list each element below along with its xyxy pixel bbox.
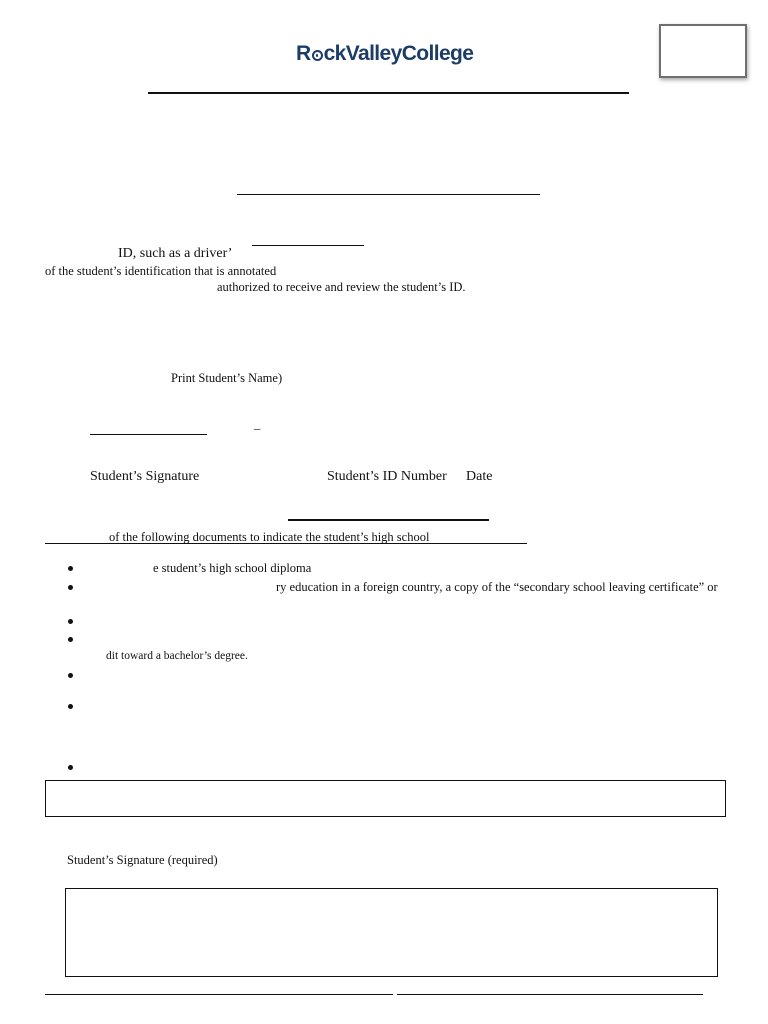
dash-mark: _ (254, 417, 261, 431)
bullet-1 (68, 566, 73, 571)
bullet-7 (68, 765, 73, 770)
bottom-line-right (397, 994, 703, 995)
bullet-5 (68, 673, 73, 678)
id-text-line-3: authorized to receive and review the student’s ID. (217, 280, 466, 294)
id-number-label: Student’s ID Number (327, 469, 447, 484)
id-text-line-1: ID, such as a driver’ (118, 246, 233, 261)
section-heading-underline (288, 519, 489, 521)
bottom-line-left (45, 994, 393, 995)
signature-line (90, 434, 207, 435)
notice-box (45, 780, 726, 817)
bullet-3 (68, 619, 73, 624)
bullet-1-text: e student’s high school diploma (153, 561, 312, 575)
id-type-underline (252, 245, 364, 246)
logo-prefix: R (296, 42, 311, 65)
signature-box[interactable] (65, 888, 718, 977)
logo-o-mark (312, 50, 323, 61)
bullet-6 (68, 704, 73, 709)
bullet-2 (68, 585, 73, 590)
title-underline (237, 194, 540, 195)
documents-intro: of the following documents to indicate the student’s high school (109, 530, 430, 544)
signature-required-label: Student’s Signature (required) (67, 853, 218, 867)
id-text-line-2: of the student’s identification that is annotated (45, 264, 277, 278)
bullet-4-continuation: dit toward a bachelor’s degree. (106, 650, 248, 662)
header-rule (148, 92, 629, 94)
documents-intro-underline (45, 543, 527, 544)
office-use-box (659, 24, 747, 78)
date-label: Date (466, 469, 493, 484)
bullet-4 (68, 637, 73, 642)
print-name-label: Print Student’s Name) (171, 371, 283, 385)
logo-suffix: ckValleyCollege (323, 42, 474, 65)
college-logo (296, 42, 473, 66)
bullet-2-text: ry education in a foreign country, a copy of the “secondary school leaving certificate” or (276, 580, 718, 594)
signature-label: Student’s Signature (90, 469, 200, 484)
